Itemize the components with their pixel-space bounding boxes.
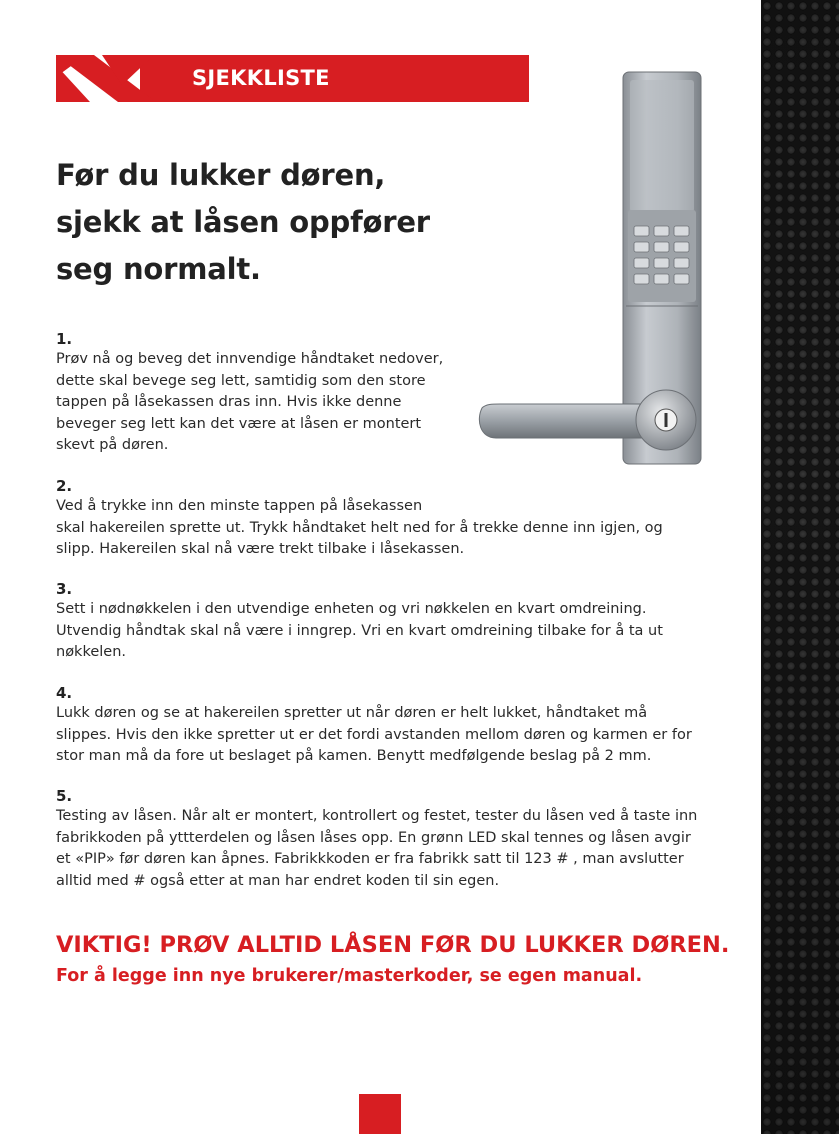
- step-line: Ved å trykke inn den minste tappen på låsekassen: [56, 498, 423, 514]
- step-line: nøkkelen.: [56, 644, 127, 660]
- step-line: slipp. Hakereilen skal nå være trekt tilbake i låsekassen.: [56, 541, 465, 557]
- step-line: Sett i nødnøkkelen i den utvendige enheten og vri nøkkelen en kvart omdreining.: [56, 601, 647, 617]
- step-line: tappen på låsekassen dras inn. Hvis ikke denne: [56, 394, 402, 410]
- warning-title: VIKTIG! PRØV ALLTID LÅSEN FØR DU LUKKER DØREN.: [56, 932, 730, 958]
- page-marker: [359, 1094, 401, 1134]
- step-text: [56, 349, 443, 457]
- step-line: fabrikkoden på yttterdelen og låsen låses opp. En grønn LED skal tennes og låsen avgir: [56, 829, 691, 846]
- page-title: [56, 152, 430, 293]
- step-number: 2.: [56, 477, 73, 495]
- step-line: dette skal bevege seg lett, samtidig som den store: [56, 372, 426, 389]
- step-line: skevt på døren.: [56, 437, 169, 453]
- step-line: et «PIP» før døren kan åpnes. Fabrikkkoden er fra fabrikk satt til 123 # , man avslutter: [56, 851, 684, 867]
- step-number: 5.: [56, 787, 73, 805]
- title-line: sjekk at låsen oppfører: [56, 205, 430, 239]
- step-line: Lukk døren og se at hakereilen spretter ut når døren er helt lukket, håndtaket må: [56, 705, 648, 721]
- step-line: Utvendig håndtak skal nå være i inngrep. Vri en kvart omdreining tilbake for å ta ut: [56, 622, 663, 639]
- step-line: Testing av låsen. Når alt er montert, kontrollert og festet, tester du låsen ved å taste inn: [56, 808, 698, 824]
- step-line: alltid med # også etter at man har endret koden til sin egen.: [56, 872, 500, 889]
- step-text: [56, 496, 663, 561]
- step-number: 1.: [56, 330, 73, 348]
- step-text: [56, 806, 697, 892]
- step-text: [56, 599, 663, 664]
- step-line: stor man må da fore ut beslaget på kamen. Benytt medfølgende beslag på 2 mm.: [56, 748, 652, 764]
- title-line: seg normalt.: [56, 252, 261, 286]
- warning-subtitle: For å legge inn nye brukerer/masterkoder, se egen manual.: [56, 966, 643, 986]
- step-line: Prøv nå og beveg det innvendige håndtaket nedover,: [56, 351, 444, 367]
- step-number: 4.: [56, 684, 73, 702]
- step-line: slippes. Hvis den ikke spretter ut er det fordi avstanden mellom døren og karmen er for: [56, 726, 692, 743]
- header-label: SJEKKLISTE: [192, 66, 330, 90]
- title-line: Før du lukker døren,: [56, 158, 386, 192]
- step-line: skal hakereilen sprette ut. Trykk håndtaket helt ned for å trekke denne inn igjen, og: [56, 519, 663, 536]
- perforated-side-strip: [761, 0, 839, 1134]
- keypad-lock-image: [470, 70, 710, 470]
- brand-logo-icon: [56, 55, 156, 102]
- step-text: [56, 703, 692, 768]
- step-line: beveger seg lett kan det være at låsen er montert: [56, 415, 422, 432]
- step-number: 3.: [56, 580, 73, 598]
